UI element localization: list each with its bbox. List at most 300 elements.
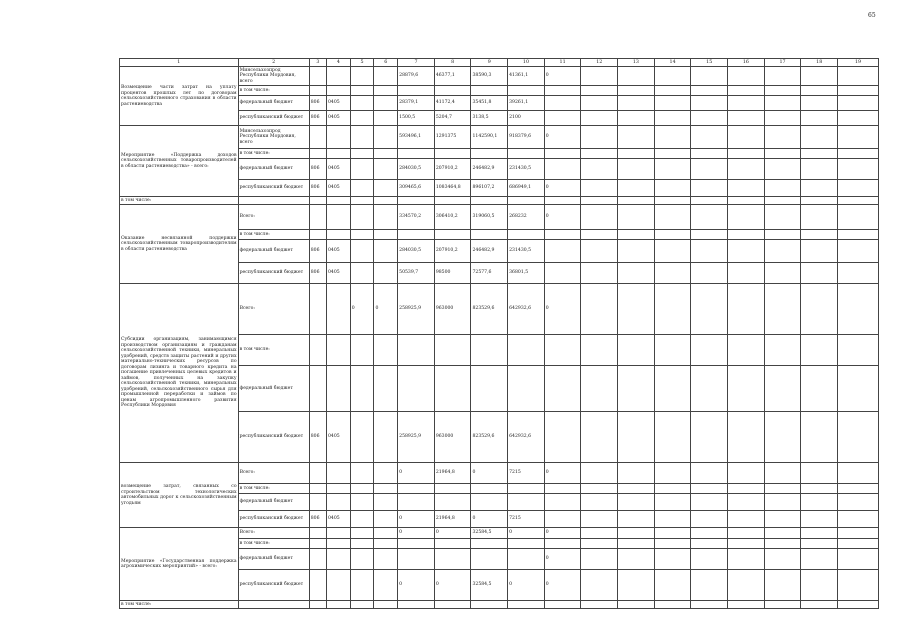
empty-cell — [764, 511, 801, 528]
funding-source: федеральный бюджет — [238, 240, 309, 263]
empty-cell — [508, 197, 545, 205]
value-cell-c9 — [471, 549, 508, 570]
column-number-3: 3 — [309, 59, 326, 67]
value-cell-c5 — [350, 484, 374, 494]
value-cell-c4: 0405 — [327, 240, 351, 263]
value-cell-c4: 0405 — [327, 412, 351, 463]
empty-cell — [581, 335, 618, 366]
value-cell-c3 — [309, 494, 326, 511]
value-cell-c6 — [374, 126, 398, 149]
empty-cell — [764, 284, 801, 335]
empty-cell — [728, 570, 765, 601]
value-cell-c7: 1500,5 — [398, 111, 435, 126]
value-cell-c6: 0 — [374, 284, 398, 335]
activity-description: возмещение затрат, связанных со строительством технологических автомобильных дорог к сельскохозяйственным угодьям — [120, 463, 239, 528]
empty-cell — [728, 96, 765, 111]
empty-cell — [238, 197, 309, 205]
value-cell-c3: 806 — [309, 511, 326, 528]
value-cell-c6 — [374, 511, 398, 528]
value-cell-c5 — [350, 549, 374, 570]
empty-cell — [581, 511, 618, 528]
value-cell-c7 — [398, 494, 435, 511]
empty-cell — [581, 205, 618, 230]
empty-cell — [728, 197, 765, 205]
value-cell-c6 — [374, 159, 398, 180]
empty-cell — [618, 511, 655, 528]
column-number-4: 4 — [327, 59, 351, 67]
empty-cell — [618, 366, 655, 412]
empty-cell — [618, 67, 655, 86]
value-cell-c11: 0 — [544, 67, 581, 86]
empty-cell — [581, 180, 618, 197]
value-cell-c9 — [471, 494, 508, 511]
value-cell-c4 — [327, 126, 351, 149]
empty-cell — [618, 263, 655, 284]
value-cell-c9: 896107,2 — [471, 180, 508, 197]
empty-cell — [838, 67, 879, 86]
table-row — [120, 463, 879, 484]
value-cell-c9: 3138,5 — [471, 111, 508, 126]
value-cell-c7: 28879,6 — [398, 67, 435, 86]
value-cell-c6 — [374, 570, 398, 601]
value-cell-c7: 284030,5 — [398, 159, 435, 180]
empty-cell — [691, 240, 728, 263]
empty-cell — [838, 263, 879, 284]
value-cell-c5 — [350, 205, 374, 230]
value-cell-c7: 0 — [398, 511, 435, 528]
column-number-13: 13 — [618, 59, 655, 67]
empty-cell — [801, 263, 838, 284]
empty-cell — [764, 601, 801, 609]
value-cell-c10: 642932,6 — [508, 412, 545, 463]
subheading-row — [120, 197, 879, 205]
subheading-text: в том числе: — [120, 197, 239, 205]
empty-cell — [728, 205, 765, 230]
empty-cell — [764, 67, 801, 86]
value-cell-c8: 21964,8 — [434, 511, 471, 528]
empty-cell — [654, 240, 691, 263]
value-cell-c5 — [350, 263, 374, 284]
empty-cell — [654, 549, 691, 570]
empty-cell — [801, 494, 838, 511]
empty-cell — [728, 284, 765, 335]
page-number: 65 — [868, 12, 876, 19]
empty-cell — [764, 570, 801, 601]
empty-cell — [398, 197, 435, 205]
value-cell-c3 — [309, 67, 326, 86]
empty-cell — [618, 570, 655, 601]
value-cell-c4 — [327, 494, 351, 511]
funding-source: республиканский бюджет — [238, 180, 309, 197]
value-cell-c10: 0 — [508, 570, 545, 601]
empty-cell — [801, 180, 838, 197]
empty-cell — [581, 601, 618, 609]
funding-source: Всего: — [238, 463, 309, 484]
value-cell-c5 — [350, 412, 374, 463]
empty-cell — [801, 570, 838, 601]
value-cell-c9: 32584,5 — [471, 528, 508, 539]
value-cell-c5 — [350, 86, 374, 96]
empty-cell — [691, 549, 728, 570]
value-cell-c6 — [374, 528, 398, 539]
value-cell-c4: 0405 — [327, 263, 351, 284]
empty-cell — [728, 412, 765, 463]
value-cell-c4: 0405 — [327, 96, 351, 111]
empty-cell — [764, 111, 801, 126]
empty-cell — [581, 463, 618, 484]
funding-source: в том числе: — [238, 539, 309, 549]
empty-cell — [764, 86, 801, 96]
empty-cell — [691, 366, 728, 412]
value-cell-c11: 0 — [544, 528, 581, 539]
empty-cell — [618, 159, 655, 180]
value-cell-c8: 963000 — [434, 412, 471, 463]
empty-cell — [581, 86, 618, 96]
value-cell-c7: 28379,1 — [398, 96, 435, 111]
value-cell-c8: 98500 — [434, 263, 471, 284]
value-cell-c9: 0 — [471, 511, 508, 528]
empty-cell — [327, 601, 351, 609]
funding-source: федеральный бюджет — [238, 549, 309, 570]
funding-source: Минсельхозпрод Республики Мордовия, всего — [238, 126, 309, 149]
value-cell-c10 — [508, 335, 545, 366]
empty-cell — [838, 528, 879, 539]
empty-cell — [728, 180, 765, 197]
empty-cell — [618, 197, 655, 205]
empty-cell — [801, 96, 838, 111]
value-cell-c4: 0405 — [327, 511, 351, 528]
empty-cell — [764, 197, 801, 205]
value-cell-c10: 39261,1 — [508, 96, 545, 111]
empty-cell — [728, 111, 765, 126]
empty-cell — [838, 539, 879, 549]
empty-cell — [471, 601, 508, 609]
empty-cell — [838, 494, 879, 511]
funding-source: республиканский бюджет — [238, 263, 309, 284]
value-cell-c8 — [434, 230, 471, 240]
empty-cell — [691, 528, 728, 539]
empty-cell — [801, 86, 838, 96]
empty-cell — [838, 126, 879, 149]
table-row — [120, 67, 879, 86]
empty-cell — [691, 484, 728, 494]
empty-cell — [728, 67, 765, 86]
column-number-12: 12 — [581, 59, 618, 67]
value-cell-c3 — [309, 284, 326, 335]
empty-cell — [691, 96, 728, 111]
empty-cell — [654, 463, 691, 484]
empty-cell — [838, 149, 879, 159]
value-cell-c7 — [398, 230, 435, 240]
empty-cell — [654, 335, 691, 366]
empty-cell — [838, 111, 879, 126]
empty-cell — [764, 240, 801, 263]
empty-cell — [434, 197, 471, 205]
column-number-10: 10 — [508, 59, 545, 67]
value-cell-c6 — [374, 484, 398, 494]
value-cell-c7: 593496,1 — [398, 126, 435, 149]
column-number-2: 2 — [238, 59, 309, 67]
value-cell-c9 — [471, 484, 508, 494]
value-cell-c9: 38590,3 — [471, 67, 508, 86]
value-cell-c8: 207910,2 — [434, 240, 471, 263]
empty-cell — [764, 180, 801, 197]
empty-cell — [654, 284, 691, 335]
value-cell-c3: 806 — [309, 263, 326, 284]
empty-cell — [374, 601, 398, 609]
funding-source: Всего: — [238, 528, 309, 539]
empty-cell — [581, 67, 618, 86]
value-cell-c4 — [327, 67, 351, 86]
empty-cell — [654, 149, 691, 159]
empty-cell — [801, 149, 838, 159]
empty-cell — [581, 263, 618, 284]
empty-cell — [471, 197, 508, 205]
value-cell-c9 — [471, 149, 508, 159]
value-cell-c11: 0 — [544, 205, 581, 230]
value-cell-c9: 246482,9 — [471, 240, 508, 263]
value-cell-c5 — [350, 159, 374, 180]
value-cell-c6 — [374, 366, 398, 412]
value-cell-c10: 231430,5 — [508, 240, 545, 263]
empty-cell — [654, 197, 691, 205]
value-cell-c3 — [309, 205, 326, 230]
value-cell-c5 — [350, 366, 374, 412]
empty-cell — [838, 284, 879, 335]
empty-cell — [801, 230, 838, 240]
column-number-9: 9 — [471, 59, 508, 67]
value-cell-c4 — [327, 335, 351, 366]
value-cell-c3 — [309, 528, 326, 539]
value-cell-c3 — [309, 366, 326, 412]
activity-description: Оказание несвязанной поддержки сельскохозяйственным товаропроизводителям в области растениеводства — [120, 205, 239, 284]
value-cell-c11 — [544, 484, 581, 494]
empty-cell — [618, 484, 655, 494]
value-cell-c6 — [374, 67, 398, 86]
funding-source: федеральный бюджет — [238, 366, 309, 412]
value-cell-c4: 0405 — [327, 111, 351, 126]
value-cell-c10 — [508, 549, 545, 570]
empty-cell — [838, 549, 879, 570]
value-cell-c4 — [327, 284, 351, 335]
value-cell-c8: 207910,2 — [434, 159, 471, 180]
empty-cell — [654, 412, 691, 463]
empty-cell — [581, 159, 618, 180]
value-cell-c11 — [544, 494, 581, 511]
column-number-17: 17 — [764, 59, 801, 67]
empty-cell — [764, 96, 801, 111]
funding-source: в том числе: — [238, 149, 309, 159]
empty-cell — [581, 528, 618, 539]
value-cell-c10 — [508, 149, 545, 159]
value-cell-c7: 309465,6 — [398, 180, 435, 197]
value-cell-c3 — [309, 230, 326, 240]
activity-description: Мероприятие «Поддержка доходов сельскохозяйственных товаропроизводителей в области растениеводства» - всего: — [120, 126, 239, 197]
empty-cell — [691, 126, 728, 149]
value-cell-c3: 806 — [309, 96, 326, 111]
empty-cell — [618, 412, 655, 463]
subheading-text: в том числе: — [120, 601, 239, 609]
value-cell-c5: 0 — [350, 284, 374, 335]
table-header — [120, 59, 879, 67]
table-body — [120, 67, 879, 609]
empty-cell — [728, 366, 765, 412]
value-cell-c5 — [350, 180, 374, 197]
empty-cell — [581, 549, 618, 570]
funding-source: в том числе: — [238, 335, 309, 366]
empty-cell — [764, 484, 801, 494]
empty-cell — [654, 205, 691, 230]
empty-cell — [801, 67, 838, 86]
value-cell-c11 — [544, 366, 581, 412]
empty-cell — [728, 463, 765, 484]
empty-cell — [801, 197, 838, 205]
funding-source: Минсельхозпрод Республики Мордовия, всего — [238, 67, 309, 86]
value-cell-c3 — [309, 463, 326, 484]
value-cell-c3 — [309, 570, 326, 601]
empty-cell — [764, 494, 801, 511]
empty-cell — [654, 180, 691, 197]
value-cell-c3 — [309, 484, 326, 494]
value-cell-c11: 0 — [544, 180, 581, 197]
value-cell-c5 — [350, 67, 374, 86]
value-cell-c6 — [374, 230, 398, 240]
empty-cell — [691, 67, 728, 86]
value-cell-c5 — [350, 511, 374, 528]
empty-cell — [728, 528, 765, 539]
empty-cell — [618, 284, 655, 335]
empty-cell — [691, 197, 728, 205]
empty-cell — [801, 539, 838, 549]
activity-description: Мероприятие «Государственная поддержка агрохимических мероприятий» - всего: — [120, 528, 239, 601]
funding-source: Всего: — [238, 205, 309, 230]
value-cell-c6 — [374, 539, 398, 549]
value-cell-c7 — [398, 539, 435, 549]
empty-cell — [728, 86, 765, 96]
value-cell-c11 — [544, 86, 581, 96]
value-cell-c11: 0 — [544, 463, 581, 484]
value-cell-c5 — [350, 570, 374, 601]
value-cell-c3: 806 — [309, 159, 326, 180]
empty-cell — [618, 180, 655, 197]
empty-cell — [581, 412, 618, 463]
value-cell-c3: 806 — [309, 111, 326, 126]
empty-cell — [764, 463, 801, 484]
value-cell-c11 — [544, 263, 581, 284]
value-cell-c3 — [309, 539, 326, 549]
empty-cell — [801, 335, 838, 366]
funding-source: республиканский бюджет — [238, 111, 309, 126]
value-cell-c11 — [544, 335, 581, 366]
column-number-1: 1 — [120, 59, 239, 67]
value-cell-c6 — [374, 205, 398, 230]
empty-cell — [618, 149, 655, 159]
empty-cell — [654, 511, 691, 528]
table-row — [120, 284, 879, 335]
value-cell-c4 — [327, 366, 351, 412]
value-cell-c11 — [544, 240, 581, 263]
value-cell-c10 — [508, 230, 545, 240]
empty-cell — [654, 159, 691, 180]
value-cell-c4 — [327, 528, 351, 539]
subheading-row — [120, 601, 879, 609]
empty-cell — [764, 205, 801, 230]
empty-cell — [691, 180, 728, 197]
value-cell-c9: 1142590,1 — [471, 126, 508, 149]
empty-cell — [801, 366, 838, 412]
value-cell-c9: 823529,6 — [471, 412, 508, 463]
funding-source: республиканский бюджет — [238, 412, 309, 463]
value-cell-c11 — [544, 412, 581, 463]
column-number-15: 15 — [691, 59, 728, 67]
value-cell-c7: 0 — [398, 570, 435, 601]
empty-cell — [691, 149, 728, 159]
empty-cell — [801, 111, 838, 126]
value-cell-c10: 231430,5 — [508, 159, 545, 180]
value-cell-c11 — [544, 149, 581, 159]
empty-cell — [691, 335, 728, 366]
empty-cell — [654, 67, 691, 86]
empty-cell — [691, 539, 728, 549]
column-number-7: 7 — [398, 59, 435, 67]
value-cell-c6 — [374, 549, 398, 570]
value-cell-c11: 0 — [544, 126, 581, 149]
table-row — [120, 205, 879, 230]
empty-cell — [838, 96, 879, 111]
value-cell-c8 — [434, 539, 471, 549]
value-cell-c6 — [374, 86, 398, 96]
value-cell-c4 — [327, 86, 351, 96]
empty-cell — [764, 335, 801, 366]
empty-cell — [581, 284, 618, 335]
empty-cell — [544, 601, 581, 609]
empty-cell — [618, 539, 655, 549]
empty-cell — [728, 549, 765, 570]
empty-cell — [654, 570, 691, 601]
value-cell-c3 — [309, 549, 326, 570]
value-cell-c5 — [350, 230, 374, 240]
empty-cell — [654, 230, 691, 240]
empty-cell — [691, 230, 728, 240]
value-cell-c7: 258925,9 — [398, 412, 435, 463]
value-cell-c7 — [398, 335, 435, 366]
value-cell-c10: 268232 — [508, 205, 545, 230]
empty-cell — [838, 511, 879, 528]
value-cell-c7 — [398, 86, 435, 96]
empty-cell — [581, 126, 618, 149]
column-number-11: 11 — [544, 59, 581, 67]
table-row — [120, 528, 879, 539]
empty-cell — [764, 412, 801, 463]
value-cell-c11 — [544, 111, 581, 126]
value-cell-c8 — [434, 149, 471, 159]
funding-source: в том числе: — [238, 230, 309, 240]
empty-cell — [838, 484, 879, 494]
value-cell-c6 — [374, 149, 398, 159]
empty-cell — [838, 180, 879, 197]
value-cell-c5 — [350, 335, 374, 366]
value-cell-c5 — [350, 528, 374, 539]
empty-cell — [728, 263, 765, 284]
value-cell-c4: 0405 — [327, 180, 351, 197]
empty-cell — [327, 197, 351, 205]
empty-cell — [838, 240, 879, 263]
value-cell-c4 — [327, 570, 351, 601]
empty-cell — [618, 528, 655, 539]
empty-cell — [728, 126, 765, 149]
value-cell-c8 — [434, 86, 471, 96]
value-cell-c9 — [471, 539, 508, 549]
